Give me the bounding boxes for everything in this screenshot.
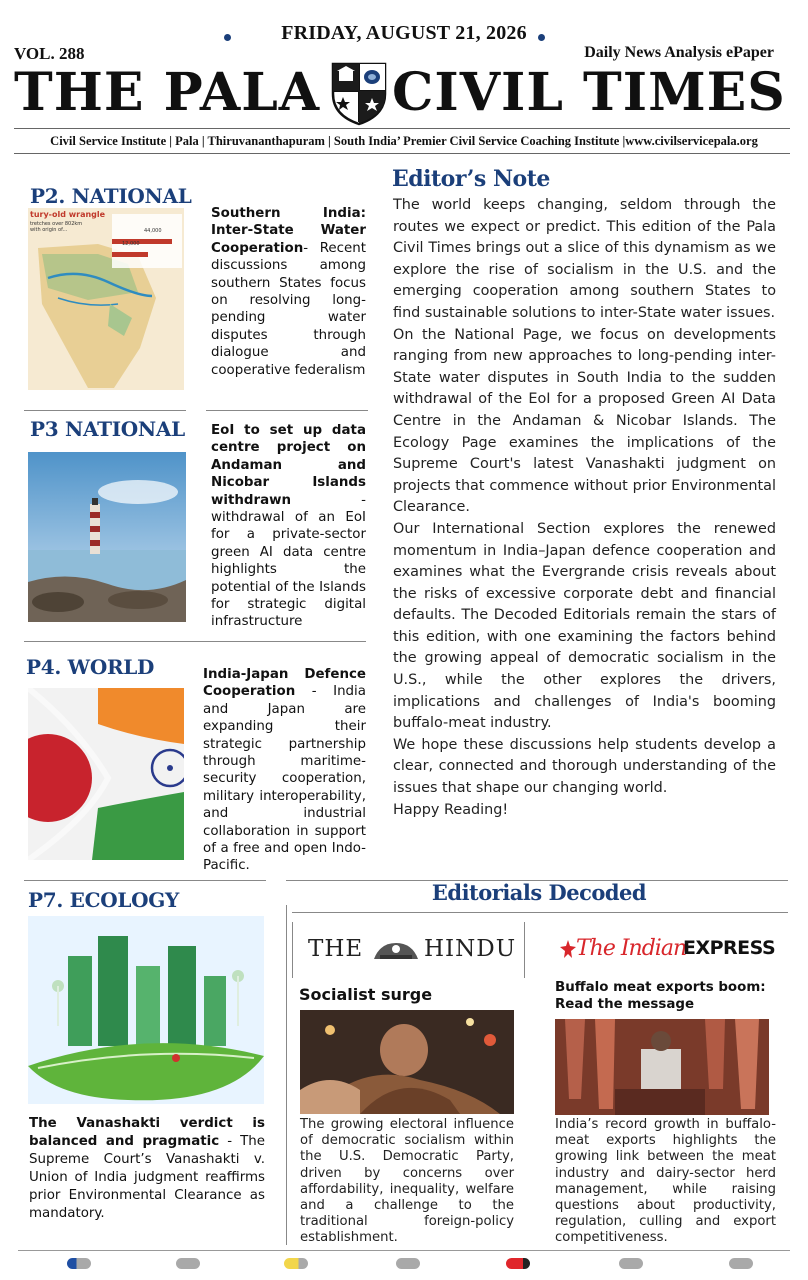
- p3-headline: EoI to set up data centre project on Andaman and Nicobar Islands withdrawn: [211, 423, 366, 508]
- section-divider: [24, 641, 366, 642]
- p7-summary: [29, 1115, 265, 1223]
- column-rule: [286, 905, 287, 1245]
- water-map-image: [28, 208, 184, 390]
- hindu-summary: The growing electoral influence of democratic socialism within the U.S. Democratic Party, driven by concerns over affordability, inequality, welfare and a challenge to the traditional foreign-policy establishment.: [300, 1117, 514, 1246]
- footer-rule: [18, 1250, 790, 1251]
- page-indicator-6[interactable]: [619, 1258, 643, 1269]
- green-city-leaf-image: [28, 916, 264, 1104]
- p4-body: - India and Japan are expanding their strategic partnership through maritime-security cooperation, military interoperability, and industrial collaboration in support of a free and open Indo-Pacific.: [203, 684, 366, 874]
- p4-headline: India-Japan Defence Cooperation: [203, 667, 366, 700]
- section-divider: [24, 880, 266, 881]
- express-headline[interactable]: Buffalo meat exports boom: Read the message: [555, 980, 766, 1012]
- india-japan-flags-image: [28, 688, 184, 860]
- decorative-dot: [538, 34, 545, 41]
- page-indicator-1[interactable]: [67, 1258, 91, 1269]
- page-indicator-5[interactable]: [506, 1258, 530, 1269]
- hindu-emblem-icon: [370, 937, 422, 963]
- p3-body: - withdrawal of an EoI for a private-sector green AI data centre highlights the potential of the Islands for strategic digital infrastructure: [211, 492, 366, 630]
- p7-body: - The Supreme Court’s Vanashakti v. Union of India judgment reaffirms prior Environmental Clearance as mandatory.: [29, 1134, 265, 1221]
- editor-note-paragraph: The world keeps changing, seldom through the routes we expect or predict. This edition of the Pala Civil Times brings out a slice of this dynamism as we explore the rise of socialism in the U.S. and the emerging cooperation among southern States to find sustainable solutions to inter-State water issues.: [393, 197, 776, 321]
- hindu-logo-left: THE: [308, 936, 364, 962]
- map-value-2: 12,000: [122, 241, 140, 247]
- editor-note-paragraph: Happy Reading!: [393, 801, 509, 818]
- decorative-dot: [224, 34, 231, 41]
- editorials-heading: Editorials Decoded: [431, 880, 647, 905]
- section-divider: [206, 410, 368, 411]
- express-summary: India’s record growth in buffalo-meat exports highlights the growing link between the meat industry and dairy-sector herd management, while raising questions about productivity, regulation, culling and export competitiveness.: [555, 1117, 776, 1246]
- map-caption: tretches over 802km with origin of...: [30, 221, 83, 233]
- tagline-rule: [14, 153, 790, 154]
- volume-label: VOL. 288: [14, 44, 85, 63]
- p2-body: - Recent discussions among southern States focus on resolving long-pending water disputes through dialogue and cooperative federalism: [211, 240, 366, 378]
- tagline: Civil Service Institute | Pala | Thiruvananthapuram | South India’ Premier Civil Service Coaching Institute |www.civilservicepala.org: [50, 134, 758, 148]
- section-heading-p3: P3 NATIONAL: [30, 417, 185, 441]
- hindu-headline[interactable]: Socialist surge: [299, 985, 433, 1004]
- p2-summary: [211, 205, 366, 379]
- newspaper-title-right: CIVIL TIMES: [392, 62, 786, 123]
- p7-headline: The Vanashakti verdict is balanced and pragmatic: [29, 1116, 265, 1149]
- masthead-rule: [14, 128, 790, 129]
- express-logo-italic: The Indian: [576, 936, 687, 961]
- page-indicator-7[interactable]: [729, 1258, 753, 1269]
- socialist-surge-photo: [300, 1010, 514, 1114]
- map-value-1: 44,000: [144, 228, 162, 234]
- page-indicator-3[interactable]: [284, 1258, 308, 1269]
- editor-note-body: [393, 195, 776, 821]
- editor-note-heading: Editor’s Note: [392, 166, 550, 192]
- logo-frame-rule: [524, 922, 525, 978]
- page-indicator-4[interactable]: [396, 1258, 420, 1269]
- editor-note-paragraph: Our International Section explores the renewed momentum in India–Japan defence cooperation and examines what the Evergrande crisis reveals about the risks of excessive corporate debt and financial defaults. The Decoded Editorials remain the stars of this edition, with one examining the factors behind the growing appeal of democratic socialism in the U.S., while the other explores the drivers, implications and challenges of India's booming buffalo-meat industry.: [393, 520, 776, 732]
- map-title: tury-old wrangle: [30, 210, 106, 219]
- express-flame-icon: [560, 940, 576, 958]
- section-divider: [24, 410, 186, 411]
- p4-summary: [203, 666, 366, 875]
- lighthouse-image: [28, 452, 186, 622]
- p2-headline: Southern India: Inter-State Water Cooperation: [211, 206, 366, 256]
- editor-note-paragraph: We hope these discussions help students develop a clear, connected and thorough understanding of the issues that shape our changing world.: [393, 736, 776, 797]
- newspaper-title-left: THE PALA: [14, 62, 321, 123]
- editor-note-paragraph: On the National Page, we focus on developments ranging from new approaches to long-pending inter-State water disputes in South India to the sudden withdrawal of the EoI for a proposed Green AI Data Centre in the Andaman & Nicobar Islands. The Ecology Page examines the implications of the Supreme Court's latest Vanashakti judgment on projects that commence without prior Environmental Clearance.: [393, 326, 776, 516]
- section-divider: [292, 912, 788, 913]
- page-indicator-2[interactable]: [176, 1258, 200, 1269]
- crest-icon: [329, 60, 389, 126]
- issue-date: FRIDAY, AUGUST 21, 2026: [281, 22, 527, 44]
- edition-label: Daily News Analysis ePaper: [584, 44, 774, 61]
- section-heading-p4: P4. WORLD: [26, 655, 155, 679]
- buffalo-meat-photo: [555, 1019, 769, 1115]
- p3-summary: [211, 422, 366, 631]
- express-logo-bold: EXPRESS: [683, 937, 776, 959]
- section-heading-p7: P7. ECOLOGY: [28, 888, 180, 912]
- logo-frame-rule: [292, 922, 293, 978]
- hindu-logo-right: HINDU: [424, 936, 517, 962]
- section-heading-p2: P2. NATIONAL: [30, 184, 192, 208]
